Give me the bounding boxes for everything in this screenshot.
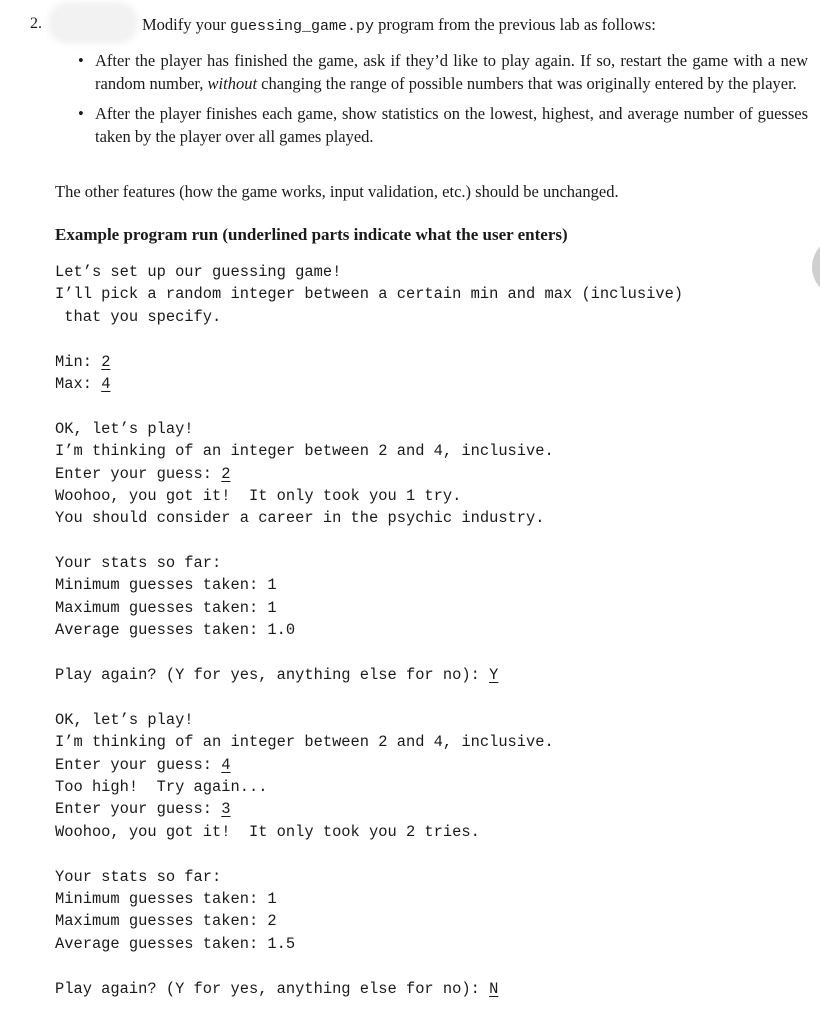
transcript-output: Enter your guess: xyxy=(55,800,222,819)
transcript-line xyxy=(55,597,683,619)
transcript-line xyxy=(55,574,683,596)
transcript-output: You should consider a career in the psychic industry. xyxy=(55,509,545,528)
transcript-line xyxy=(55,955,683,977)
transcript-output: Maximum guesses taken: 1 xyxy=(55,598,277,617)
program-transcript xyxy=(55,261,683,1000)
transcript-user-input: 4 xyxy=(101,374,111,393)
requirement-text-after: changing the range of possible numbers that was originally entered by the player. xyxy=(257,73,797,93)
transcript-output: Average guesses taken: 1.0 xyxy=(55,621,296,640)
transcript-line xyxy=(55,395,683,417)
transcript-user-input: N xyxy=(489,979,499,998)
transcript-line xyxy=(55,440,683,462)
transcript-line xyxy=(55,283,683,305)
transcript-output: Your stats so far: xyxy=(55,867,222,886)
transcript-user-input: 2 xyxy=(101,352,111,371)
transcript-line xyxy=(55,843,683,865)
transcript-output: Max: xyxy=(55,374,102,393)
transcript-line xyxy=(55,507,683,529)
requirement-emphasis: without xyxy=(207,73,258,93)
transcript-output: Average guesses taken: 1.5 xyxy=(55,934,296,953)
intro-text-before: Modify your xyxy=(142,15,230,34)
transcript-line xyxy=(55,485,683,507)
transcript-line xyxy=(55,776,683,798)
transcript-line xyxy=(55,418,683,440)
requirement-item-statistics xyxy=(78,103,808,148)
transcript-output: Enter your guess: xyxy=(55,755,222,774)
transcript-line xyxy=(55,306,683,328)
transcript-output: Maximum guesses taken: 2 xyxy=(55,912,277,931)
requirement-text-before: After the player has finished the game, ask if they’d like to play again. If so, restart the game with a new random number, xyxy=(95,51,808,93)
transcript-output: OK, let’s play! xyxy=(55,710,194,729)
transcript-line xyxy=(55,373,683,395)
transcript-output: I’m thinking of an integer between 2 and 4, inclusive. xyxy=(55,442,554,461)
transcript-line xyxy=(55,821,683,843)
transcript-line xyxy=(55,619,683,641)
transcript-line xyxy=(55,910,683,932)
transcript-line xyxy=(55,642,683,664)
transcript-line xyxy=(55,709,683,731)
transcript-output: Your stats so far: xyxy=(55,554,222,573)
transcript-output: I’m thinking of an integer between 2 and 4, inclusive. xyxy=(55,733,554,752)
transcript-output: I’ll pick a random integer between a certain min and max (inclusive) xyxy=(55,285,684,304)
requirement-item-play-again xyxy=(78,50,808,95)
transcript-output: OK, let’s play! xyxy=(55,419,194,438)
transcript-line xyxy=(55,866,683,888)
transcript-line xyxy=(55,664,683,686)
transcript-line xyxy=(55,552,683,574)
example-heading: Example program run (underlined parts indicate what the user enters) xyxy=(55,225,568,244)
transcript-output: Too high! Try again... xyxy=(55,777,268,796)
page-edge-circle xyxy=(812,237,820,297)
transcript-line xyxy=(55,463,683,485)
transcript-output: Minimum guesses taken: 1 xyxy=(55,576,277,595)
transcript-line xyxy=(55,261,683,283)
transcript-line xyxy=(55,731,683,753)
transcript-output: Min: xyxy=(55,352,102,371)
other-features-note: The other features (how the game works, input validation, etc.) should be unchanged. xyxy=(55,182,619,201)
transcript-line xyxy=(55,978,683,1000)
transcript-output: Play again? (Y for yes, anything else for no): xyxy=(55,666,490,685)
intro-text-after: program from the previous lab as follows: xyxy=(374,15,656,34)
requirements-list xyxy=(78,50,808,156)
transcript-line xyxy=(55,686,683,708)
transcript-line xyxy=(55,530,683,552)
transcript-output: Minimum guesses taken: 1 xyxy=(55,889,277,908)
transcript-line xyxy=(55,933,683,955)
transcript-line xyxy=(55,798,683,820)
intro-filename: guessing_game.py xyxy=(230,18,375,35)
transcript-line xyxy=(55,888,683,910)
problem-intro xyxy=(142,15,656,35)
transcript-user-input: 3 xyxy=(221,800,231,819)
redaction-blur xyxy=(48,2,138,44)
transcript-output: that you specify. xyxy=(55,307,222,326)
transcript-output: Let’s set up our guessing game! xyxy=(55,263,342,281)
transcript-user-input: Y xyxy=(489,666,499,685)
requirement-text: After the player finishes each game, show statistics on the lowest, highest, and average number of guesses taken by the player over all games played. xyxy=(95,104,808,146)
transcript-line xyxy=(55,328,683,350)
transcript-output: Woohoo, you got it! It only took you 2 tries. xyxy=(55,822,480,841)
problem-number: 2. xyxy=(30,15,42,32)
transcript-user-input: 2 xyxy=(221,464,231,483)
transcript-output: Play again? (Y for yes, anything else for no): xyxy=(55,979,490,998)
transcript-line xyxy=(55,754,683,776)
transcript-output: Woohoo, you got it! It only took you 1 try. xyxy=(55,486,462,505)
transcript-user-input: 4 xyxy=(221,755,231,774)
transcript-output: Enter your guess: xyxy=(55,464,222,483)
transcript-line xyxy=(55,351,683,373)
